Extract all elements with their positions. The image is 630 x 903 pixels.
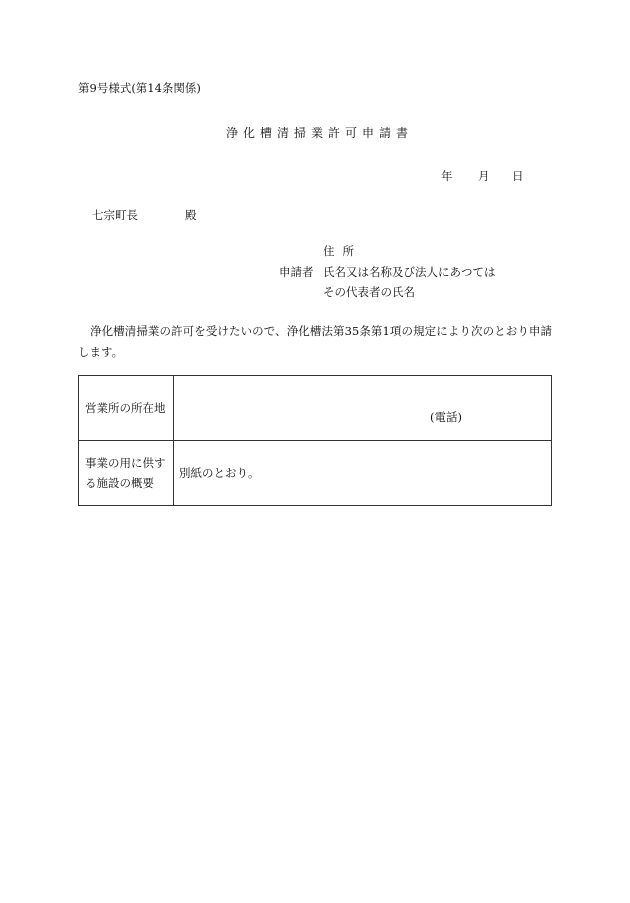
facility-overview-value: 別紙のとおり。 bbox=[179, 466, 260, 480]
phone-label: (電話) bbox=[430, 410, 462, 424]
table-row bbox=[79, 441, 552, 506]
office-location-label-cell bbox=[79, 376, 174, 441]
facility-overview-label-cell bbox=[79, 441, 174, 506]
office-location-value-cell bbox=[174, 376, 552, 441]
date-month-label: 月 bbox=[478, 169, 490, 183]
applicant-role-label: 申請者 bbox=[279, 265, 314, 279]
date-year-label: 年 bbox=[441, 169, 453, 183]
office-location-label: 営業所の所在地 bbox=[85, 401, 166, 415]
addressee-honorific: 殿 bbox=[185, 208, 197, 222]
applicant-name-label: 氏名又は名称及び法人にあつては bbox=[323, 265, 496, 279]
facility-overview-value-cell bbox=[174, 441, 552, 506]
applicant-address-label: 住所 bbox=[323, 244, 362, 258]
facility-overview-label: 事業の用に供する施設の概要 bbox=[85, 456, 166, 490]
applicant-representative-label: その代表者の氏名 bbox=[323, 285, 415, 299]
application-details-table bbox=[78, 375, 552, 506]
application-statement: 浄化槽清掃業の許可を受けたいので、浄化槽法第35条第1項の規定により次のとおり申請します。 bbox=[78, 324, 552, 359]
document-title: 浄化槽清掃業許可申請書 bbox=[226, 126, 414, 140]
date-day-label: 日 bbox=[512, 169, 524, 183]
table-row bbox=[79, 376, 552, 441]
form-number: 第9号様式(第14条関係) bbox=[78, 81, 201, 95]
addressee-name: 七宗町長 bbox=[92, 208, 138, 222]
